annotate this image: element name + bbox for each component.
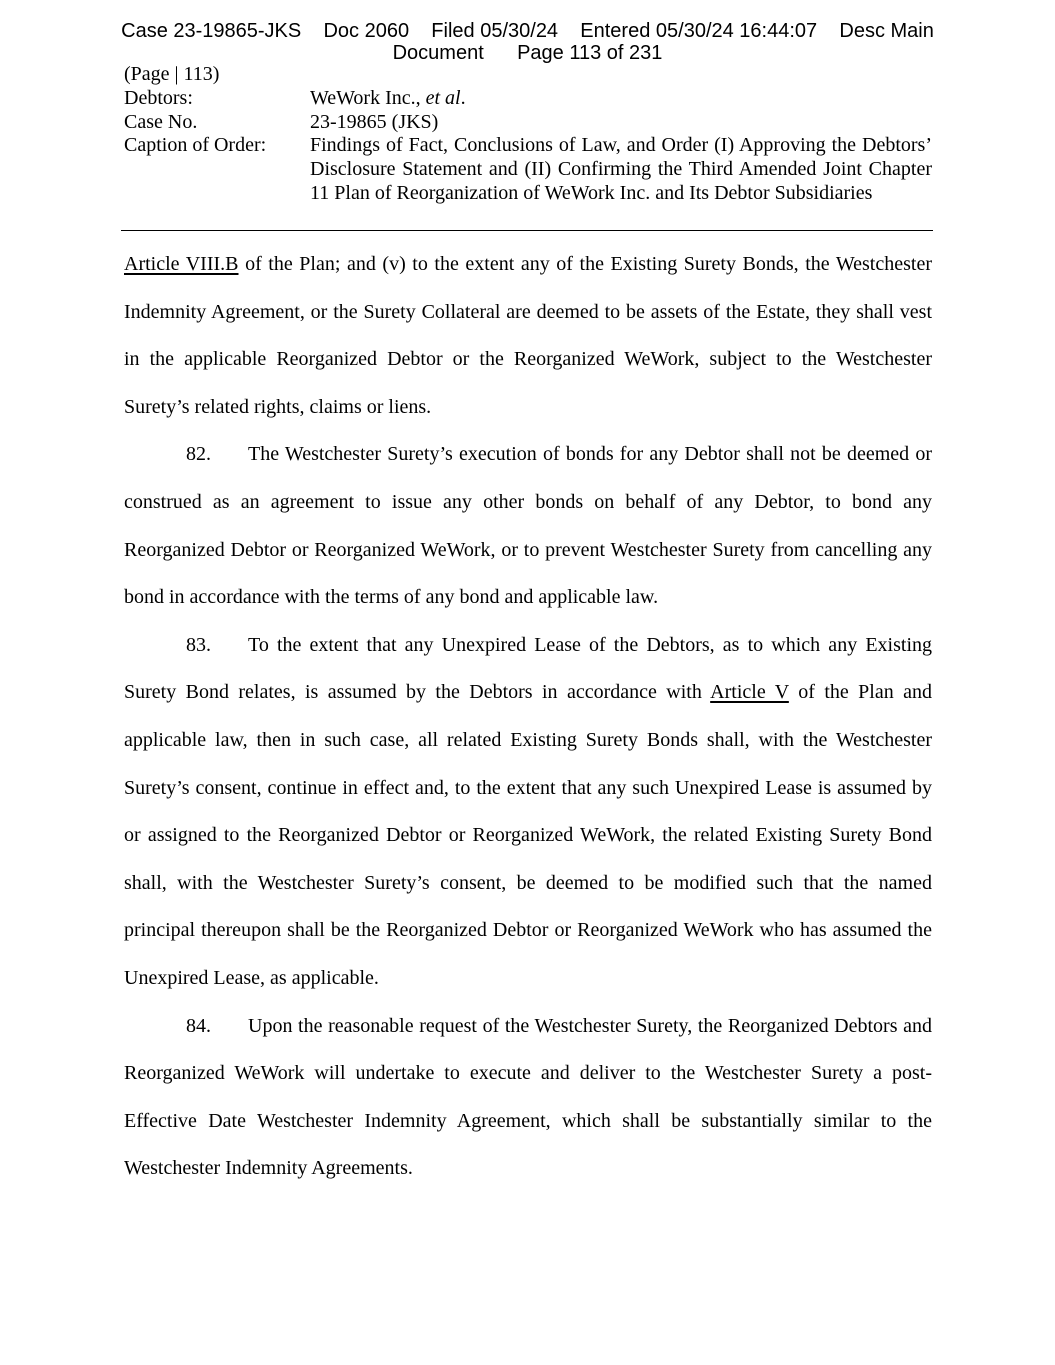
paragraph-83 [124, 622, 932, 1003]
debtors-period: . [460, 86, 466, 109]
case-number-row [124, 111, 932, 135]
paragraph-82-text: The Westchester Surety’s execution of bonds for any Debtor shall not be deemed or construed as an agreement to issue any other bonds on behalf of any Debtor, to bond any Reorganized Debtor or Reorganized WeWork, or to prevent Westchester Surety from cancelling any bond in accordance with the terms of any bond and applicable law. [124, 443, 932, 609]
header-divider [121, 230, 933, 231]
page-number: (Page | 113) [124, 63, 220, 85]
article-v-reference: Article V [710, 681, 789, 704]
paragraph-84-number: 84. [186, 1014, 211, 1037]
ecf-header-banner [0, 20, 1055, 64]
paragraph-84 [124, 1003, 932, 1193]
case-filing-line: Case 23-19865-JKS Doc 2060 Filed 05/30/24 Entered 05/30/24 16:44:07 Desc Main [121, 20, 934, 42]
debtors-row [124, 87, 932, 111]
debtors-value [310, 87, 932, 111]
caption-label: Caption of Order: [124, 134, 267, 157]
document-body [124, 241, 932, 1193]
paragraph-83-number: 83. [186, 633, 211, 656]
article-viii-b-reference: Article VIII.B [124, 253, 239, 275]
debtors-name: WeWork Inc., [310, 86, 426, 109]
debtors-et-al: et al [425, 86, 461, 109]
paragraph-84-text: Upon the reasonable request of the Westchester Surety, the Reorganized Debtors and Reorganized WeWork will undertake to execute and deliver to the Westchester Surety a post-Effective Date Westchester Indemnity Agreement, which shall be substantially similar to the Westchester Indemnity Agreements. [124, 1014, 932, 1180]
caption-row [124, 134, 932, 205]
case-number-label: Case No. [124, 110, 198, 133]
debtors-label: Debtors: [124, 86, 193, 109]
caption-value: Findings of Fact, Conclusions of Law, and Order (I) Approving the Debtors’ Disclosure Statement and (II) Confirming the Third Amended Joint Chapter 11 Plan of Reorganization of WeWork Inc. and Its Debtor Subsidiaries [310, 134, 932, 204]
document-page-line: Document Page 113 of 231 [392, 42, 663, 64]
paragraph-continuation [124, 241, 932, 431]
paragraph-83-text-b: of the Plan and applicable law, then in such case, all related Existing Surety Bonds shall, with the Westchester Surety’s consent, continue in effect and, to the extent that any such Unexpired Lease is assumed by or assigned to the Reorganized Debtor or Reorganized WeWork, the related Existing Surety Bond shall, with the Westchester Surety’s consent, be deemed to be modified such that the named principal thereupon shall be the Reorganized Debtor or Reorganized WeWork who has assumed the Unexpired Lease, as applicable. [124, 681, 933, 989]
page-number-row [124, 63, 932, 87]
caption-header [124, 63, 932, 206]
case-number-value: 23-19865 (JKS) [310, 110, 439, 133]
paragraph-83-text-a: To the extent that any Unexpired Lease of the Debtors, as to which any Existing Surety Bond relates, is assumed by the Debtors in accordance with [124, 633, 932, 704]
paragraph-82-number: 82. [186, 443, 211, 466]
paragraph-82 [124, 431, 932, 621]
paragraph-continuation-text: of the Plan; and (v) to the extent any of the Existing Surety Bonds, the Westchester Indemnity Agreement, or the Surety Collateral are deemed to be assets of the Estate, they shall vest in the applicable Reorganized Debtor or the Reorganized WeWork, subject to the Westchester Surety’s related rights, claims or liens. [124, 253, 932, 418]
